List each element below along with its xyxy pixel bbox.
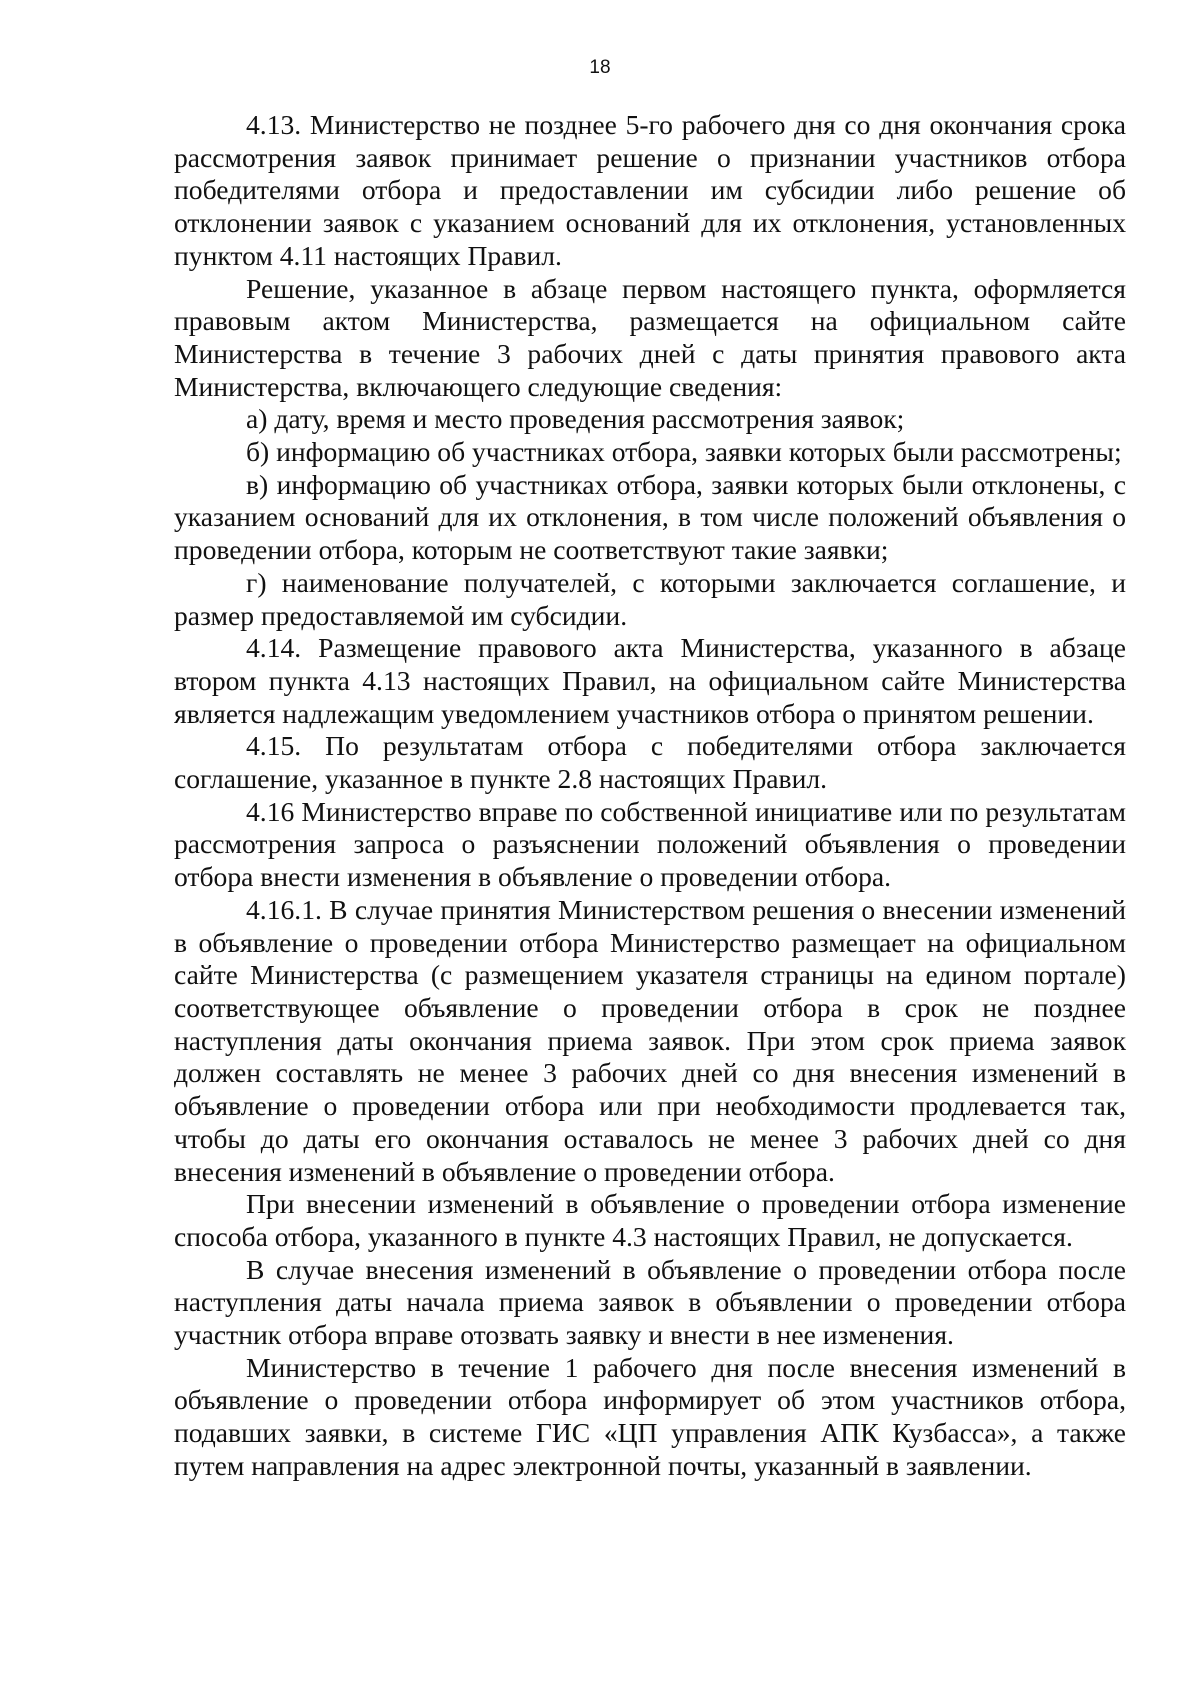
paragraph-4-16: 4.16 Министерство вправе по собственной инициативе или по результатам рассмотрения запроса о разъяснении положений объявления о проведении отбора внести изменения в объявление о проведении отбора. xyxy=(174,795,1126,893)
page-number: 18 xyxy=(589,57,611,78)
list-item-v: в) информацию об участниках отбора, заявки которых были отклонены, с указанием оснований для их отклонения, в том числе положений объявления о проведении отбора, которым не соответствуют такие заявки; xyxy=(174,468,1126,566)
paragraph-4-13: 4.13. Министерство не позднее 5-го рабочего дня со дня окончания срока рассмотрения заявок принимает решение о признании участников отбора победителями отбора и предоставлении им субсидии либо решение об отклонении заявок с указанием оснований для их отклонения, установленных пунктом 4.11 настоящих Правил. xyxy=(174,109,1126,271)
document-body xyxy=(174,109,1126,1483)
paragraph-notify-participants: Министерство в течение 1 рабочего дня после внесения изменений в объявление о проведении отбора информирует об этом участников отбора, подавших заявки, в системе ГИС «ЦП управления АПК Кузбасса», а также путем направления на адрес электронной почты, указанный в заявлении. xyxy=(174,1351,1126,1481)
list-item-a: а) дату, время и место проведения рассмотрения заявок; xyxy=(246,403,905,435)
list-item-g: г) наименование получателей, с которыми заключается соглашение, и размер предоставляемой им субсидии. xyxy=(174,566,1126,631)
paragraph-4-15: 4.15. По результатам отбора с победителями отбора заключается соглашение, указанное в пункте 2.8 настоящих Правил. xyxy=(174,730,1126,795)
paragraph-withdraw-application: В случае внесения изменений в объявление о проведении отбора после наступления даты начала приема заявок в объявлении о проведении отбора участник отбора вправе отозвать заявку и внести в нее изменения. xyxy=(174,1253,1126,1351)
paragraph-4-14: 4.14. Размещение правового акта Министерства, указанного в абзаце втором пункта 4.13 настоящих Правил, на официальном сайте Министерства является надлежащим уведомлением участников отбора о принятом решении. xyxy=(174,632,1126,729)
list-item-b: б) информацию об участниках отбора, заявки которых были рассмотрены; xyxy=(246,436,1122,468)
paragraph-method-change: При внесении изменений в объявление о проведении отбора изменение способа отбора, указанного в пункте 4.3 настоящих Правил, не допускается. xyxy=(174,1188,1126,1252)
paragraph-4-16-1: 4.16.1. В случае принятия Министерством решения о внесении изменений в объявление о проведении отбора Министерство размещает на официальном сайте Министерства (с размещением указателя страницы на едином портале) соответствующее объявление о проведении отбора в срок не позднее наступления даты окончания приема заявок. При этом срок приема заявок должен составлять не менее 3 рабочих дней со дня внесения изменений в объявление о проведении отбора или при необходимости продлевается так, чтобы до даты его окончания оставалось не менее 3 рабочих дней со дня внесения изменений в объявление о проведении отбора. xyxy=(174,893,1126,1187)
paragraph-decision: Решение, указанное в абзаце первом настоящего пункта, оформляется правовым актом Министерства, размещается на официальном сайте Министерства в течение 3 рабочих дней с даты принятия правового акта Министерства, включающего следующие сведения: xyxy=(174,272,1126,402)
